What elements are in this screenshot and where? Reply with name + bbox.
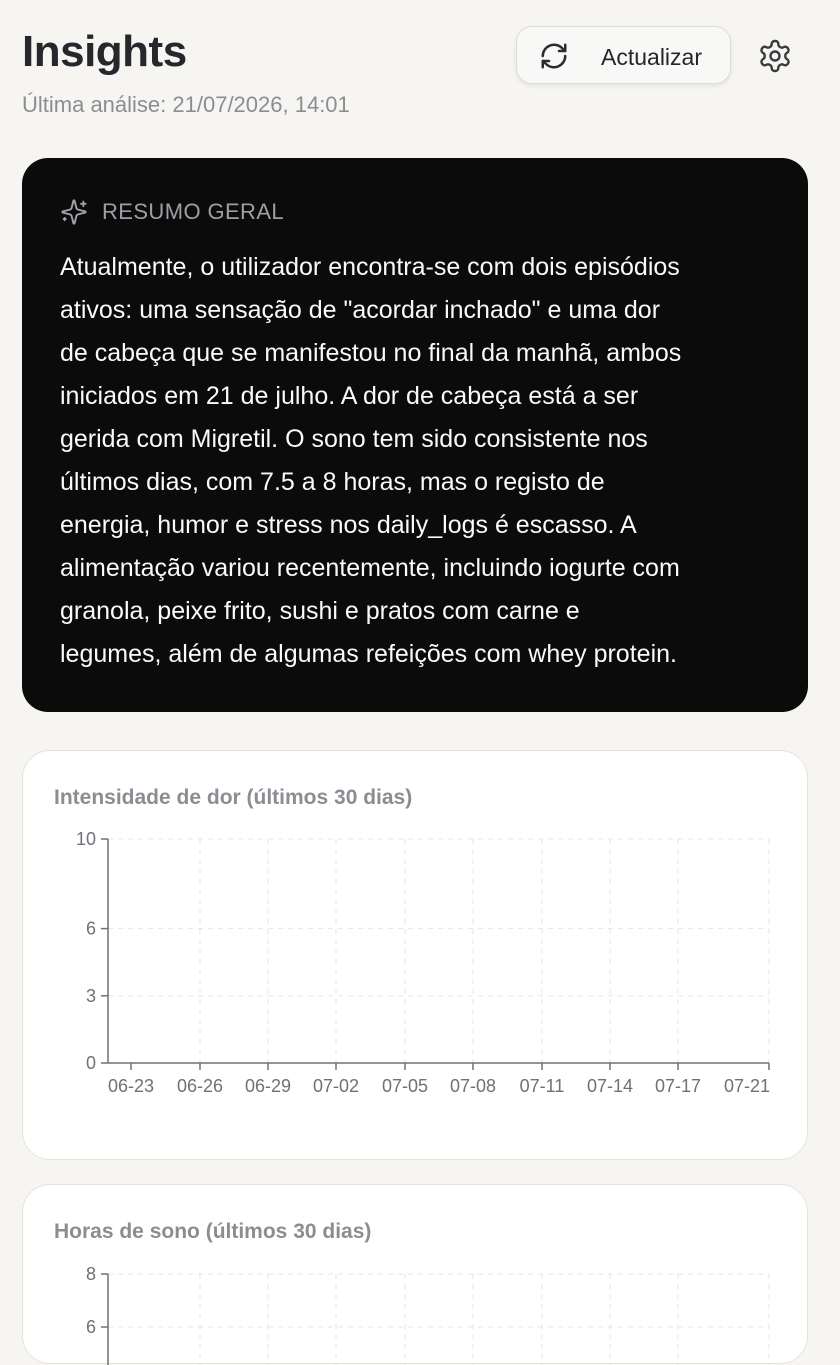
x-tick-label: 06-29 [244, 1076, 292, 1096]
gear-icon [757, 38, 793, 74]
refresh-button-label: Actualizar [601, 44, 702, 70]
y-tick-label: 10 [75, 829, 96, 849]
sleep-chart-card [22, 1184, 808, 1364]
summary-card [22, 158, 808, 712]
x-tick-label: 07-14 [586, 1076, 634, 1096]
summary-text: Atualmente, o utilizador encontra-se com dois episódios ativos: uma sensação de "acordar inchado" e uma dor de cabeça que se manifestou no final da manhã, ambos iniciados em 21 de julho. A dor de cabeça está a ser gerida com Migretil. O sono tem sido consistente nos últimos dias, com 7.5 a 8 horas, mas o registo de energia, humor e stress nos daily_logs é escasso. A alimentação variou recentemente, incluindo iogurte com granola, peixe frito, sushi e pratos com carne e legumes, além de algumas refeições com whey protein. [60, 253, 682, 668]
y-tick-label: 6 [85, 918, 96, 939]
y-tick-label: 0 [85, 1053, 96, 1073]
y-tick-label: 6 [85, 1317, 96, 1337]
x-tick-label: 07-21 [723, 1076, 771, 1096]
sleep-hours-chart [23, 1185, 809, 1365]
pain-intensity-chart [23, 751, 809, 1161]
x-tick-label: 07-05 [381, 1076, 429, 1096]
last-analysis-timestamp: Última análise: 21/07/2026, 14:01 [22, 92, 350, 117]
summary-header [60, 196, 770, 228]
x-tick-label: 06-23 [107, 1076, 155, 1096]
settings-button[interactable] [756, 37, 794, 75]
x-tick-label: 07-17 [654, 1076, 702, 1096]
x-tick-label: 06-26 [176, 1076, 224, 1096]
pain-chart-card [22, 750, 808, 1160]
y-tick-label: 8 [85, 1264, 96, 1284]
x-tick-label: 07-11 [519, 1076, 565, 1096]
x-tick-label: 07-08 [449, 1076, 497, 1096]
y-tick-label: 3 [85, 985, 96, 1006]
summary-label: RESUMO GERAL [102, 199, 285, 224]
sleep-chart-title: Horas de sono (últimos 30 dias) [54, 1220, 372, 1243]
refresh-button[interactable] [516, 26, 731, 84]
page-title: Insights [22, 27, 187, 76]
refresh-icon [539, 41, 569, 71]
x-tick-label: 07-02 [312, 1076, 360, 1096]
sparkles-icon [60, 198, 88, 226]
pain-chart-title: Intensidade de dor (últimos 30 dias) [54, 786, 413, 809]
page-header [22, 24, 818, 124]
